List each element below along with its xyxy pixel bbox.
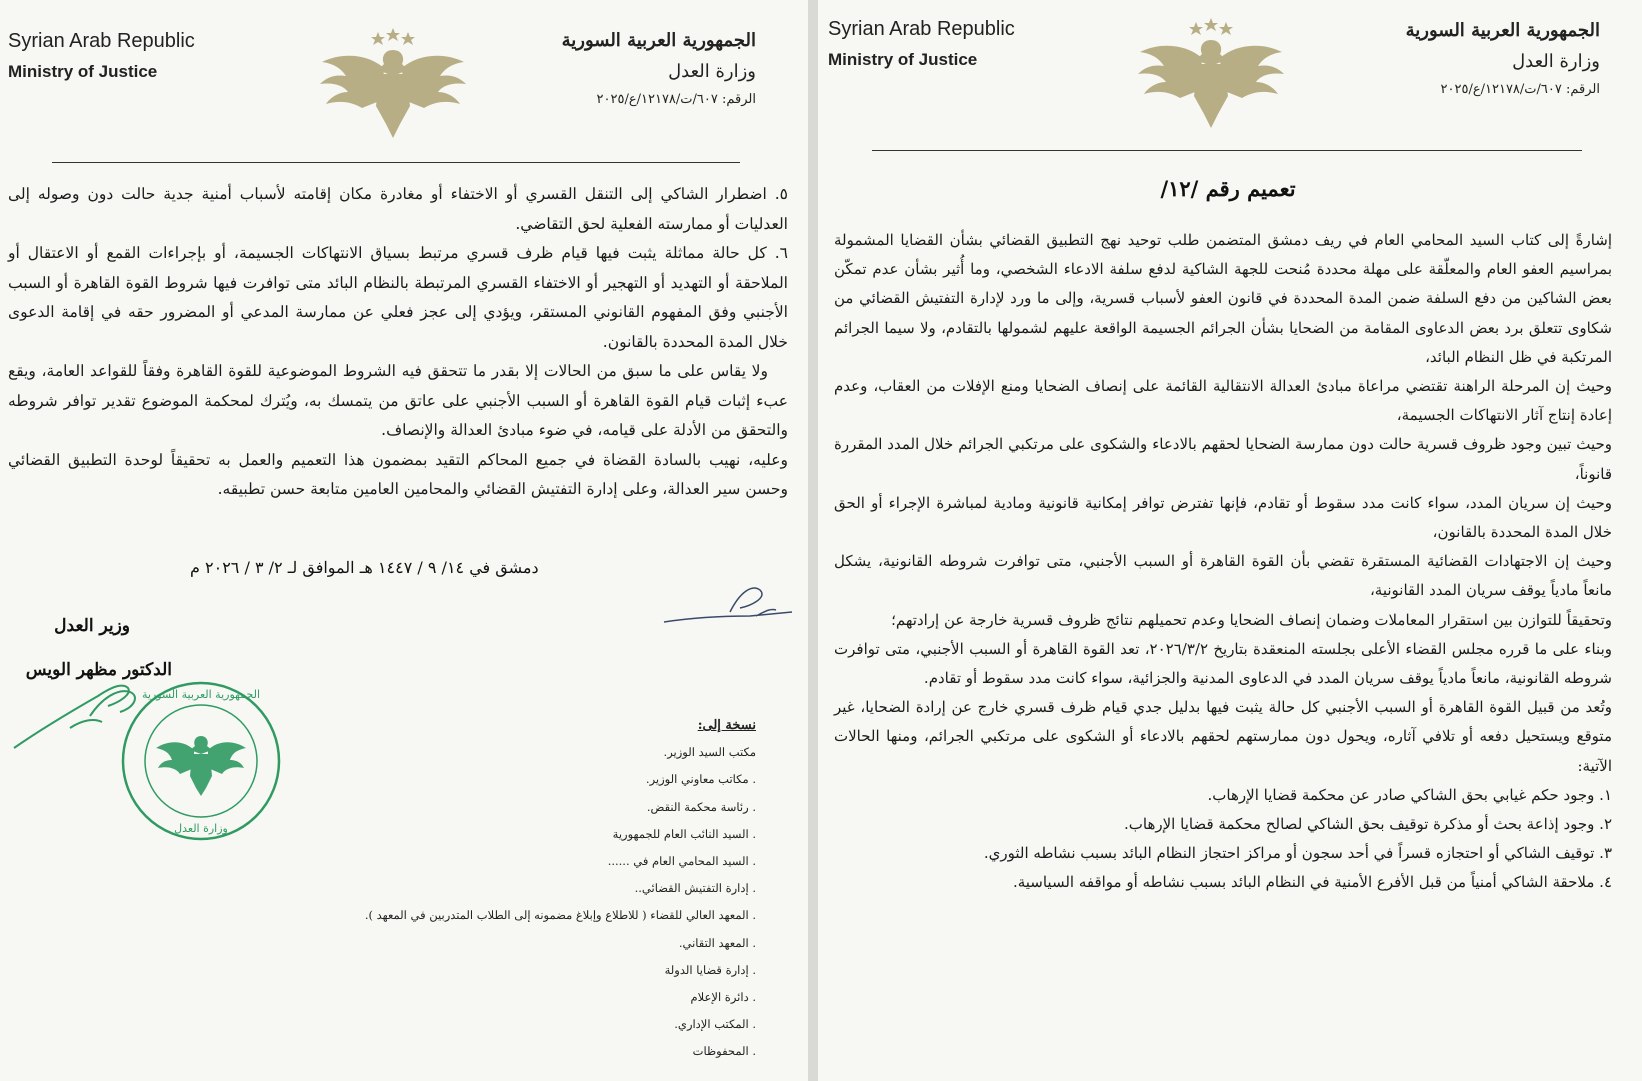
list-item: ٣. توقيف الشاكي أو احتجازه قسراً في أحد سجون أو مراكز احتجاز النظام البائد بسبب نشاطه الثوري. [983, 844, 1612, 863]
stamp-lettering-top: الجمهورية العربية السورية [141, 688, 261, 701]
eagle-emblem-icon [318, 26, 468, 144]
list-item: . إدارة التفتيش القضائي.. [634, 881, 756, 896]
circular-title: تعميم رقم /١٢/ [1160, 176, 1296, 201]
right-body-text [834, 226, 1612, 898]
paragraph: وعليه، نهيب بالسادة القضاة في جميع المحاكم التقيد بمضمون هذا التعميم والعمل به تحقيقاً لوحدة التطبيق القضائي وحسن سير العدالة، وعلى إدارة التفتيش القضائي والمحامين العامين متابعة حسن تطبيقه. [8, 450, 788, 498]
header-divider [872, 150, 1582, 151]
header-ministry-ar: وزارة العدل [1512, 51, 1600, 72]
list-item: ٤. ملاحقة الشاكي أمنياً من قبل الأفرع الأمنية في النظام البائد بسبب نشاطه أو مواقفه السياسية. [1012, 873, 1612, 892]
list-item: . رئاسة محكمة النقض. [646, 799, 756, 814]
list-item: . المحفوظات [692, 1044, 756, 1059]
list-item: ٢. وجود إذاعة بحث أو مذكرة توقيف بحق الشاكي لصالح محكمة قضايا الإرهاب. [1124, 815, 1612, 834]
list-item: . المكتب الإداري. [674, 1017, 756, 1032]
stamp-lettering-bottom: وزارة العدل [174, 822, 228, 835]
circular-page-2 [0, 0, 808, 1081]
header-arabic [562, 30, 756, 107]
header-country-en: Syrian Arab Republic [828, 18, 1015, 40]
reference-number: الرقم: ٦٠٧/ت/١٢١٧٨/ع/٢٠٢٥ [1440, 82, 1600, 97]
paragraph: وبناء على ما قرره مجلس القضاء الأعلى بجلسته المنعقدة بتاريخ ٢٠٢٦/٣/٢، تعد القوة القاهرة أو السبب الأجنبي، متى توافرت شروطه القانونية، مانعاً مادياً يوقف سريان المدد في الدعاوى المدنية والجزائية، سواء كانت مدد سقوط أو تقادم. [834, 639, 1612, 688]
list-item: . إدارة قضايا الدولة [664, 962, 756, 977]
header-divider [52, 162, 740, 163]
paragraph: وتُعد من قبيل القوة القاهرة أو السبب الأجنبي كل حالة يثبت فيها بدليل جدي قيام ظرف قسري خارج عن إرادة الضحايا، غير متوقع ويستحيل دفعه أو تلافي آثاره، ويحول دون ممارستهم لحقهم بالادعاء أو الشكوى على مرتكبي الجرائم، ومنها الحالات الآتية: [834, 698, 1612, 775]
list-item: . المعهد العالي للقضاء ( للاطلاع وإبلاغ مضمونه إلى الطلاب المتدربين في المعهد ). [364, 908, 756, 923]
header-english [828, 18, 1015, 70]
header-ministry-en: Ministry of Justice [828, 50, 978, 69]
list-item: . مكاتب معاوني الوزير. [645, 772, 756, 787]
list-item: ١. وجود حكم غيابي بحق الشاكي صادر عن محكمة قضايا الإرهاب. [1207, 785, 1612, 804]
left-body-text [8, 180, 788, 505]
paragraph: إشارةً إلى كتاب السيد المحامي العام في ريف دمشق المتضمن طلب توحيد نهج التطبيق القضائي بشأن القضايا المشمولة بمراسيم العفو العام والمعلّقة على مهلة محددة مُنحت للجهة الشاكية لدفع سلفة الادعاء الشخصي، وما أُثير بشأن عدم تمكّن بعض الشاكين من دفع السلفة ضمن المدة المحددة في قانون العفو لأسباب قسرية، وإلى ما ورد لإدارة التفتيش القضائي من شكاوى تتعلق برد بعض الدعاوى المقامة من الضحايا بشأن الجرائم الجسيمة الواقعة عليهم لشمولها بالتقادم، ولا سيما الجرائم المرتكبة في ظل النظام البائد، [834, 231, 1612, 366]
reference-number: الرقم: ٦٠٧/ت/١٢١٧٨/ع/٢٠٢٥ [596, 92, 756, 107]
list-item: . السيد المحامي العام في ...... [607, 854, 756, 869]
header-english [8, 30, 195, 82]
paragraph: ولا يقاس على ما سبق من الحالات إلا بقدر ما تتحقق فيه الشروط الموضوعية للقوة القاهرة وفقاً للقواعد العامة، ويقع عبء إثبات قيام القوة القاهرة أو السبب الأجنبي على عاتق من يتمسك به، ويُترك لمحكمة الموضوع تقدير توافر شروطه والتحقق من الأدلة على قيامه، في ضوء مبادئ العدالة والإنصاف. [8, 362, 788, 439]
minister-name: الدكتور مظهر الويس [25, 660, 172, 680]
ministry-seal-stamp-icon [118, 678, 284, 844]
minister-title: وزير العدل [54, 616, 130, 636]
copies-heading: نسخة إلى: [697, 718, 756, 733]
header-country-ar: الجمهورية العربية السورية [1405, 20, 1600, 41]
date-line: دمشق في ١٤/ ٩ / ١٤٤٧ هـ الموافق لـ ٢/ ٣ / ٢٠٢٦ م [190, 558, 539, 577]
paragraph: وحيث إن الاجتهادات القضائية المستقرة تقضي بأن القوة القاهرة أو السبب الأجنبي، متى توافرت شروطه القانونية، يشكل مانعاً مادياً يوقف سريان المدد القانونية، [834, 552, 1612, 600]
paragraph: ٦. كل حالة مماثلة يثبت فيها قيام ظرف قسري مرتبط بسياق الانتهاكات الجسيمة، أو بإجراءات القمع أو الاعتقال أو الملاحقة أو التهديد أو التهجير أو الاختفاء القسري المرتبطة بالنظام البائد متى توافرت فيها شروط القوة القاهرة أو السبب الأجنبي وفق المفهوم القانوني المستقر، ويؤدي إلى عجز فعلي عن ممارسة المدعي أو المضرور حقه في إقامة الدعوى خلال المدة المحددة بالقانون. [8, 244, 788, 351]
paragraph: ٥. اضطرار الشاكي إلى التنقل القسري أو الاختفاء أو مغادرة مكان إقامته لأسباب أمنية جدية حالت دون وصوله إلى العدليات أو ممارسته الفعلية لحق التقاضي. [8, 185, 788, 233]
header-ministry-en: Ministry of Justice [8, 62, 158, 81]
header-country-en: Syrian Arab Republic [8, 30, 195, 52]
paragraph: وتحقيقاً للتوازن بين استقرار المعاملات وضمان إنصاف الضحايا وعدم تحميلهم نتائج ظروف قسرية خارجة عن إرادتهم؛ [891, 610, 1612, 629]
list-item: . دائرة الإعلام [690, 990, 756, 1005]
paragraph: وحيث إن سريان المدد، سواء كانت مدد سقوط أو تقادم، فإنها تفترض توافر إمكانية قانونية ومادية لمباشرة الإجراء أو الحق خلال المدة المحددة بالقانون، [834, 493, 1612, 542]
list-item: . السيد النائب العام للجمهورية [612, 826, 756, 841]
list-item: مكتب السيد الوزير. [663, 745, 756, 760]
header-country-ar: الجمهورية العربية السورية [561, 30, 756, 51]
header-arabic [1406, 20, 1600, 97]
signature-scribble-icon [660, 582, 795, 630]
paragraph: وحيث إن المرحلة الراهنة تقتضي مراعاة مبادئ العدالة الانتقالية القائمة على إنصاف الضحايا ومنع الإفلات من العقاب، وعدم إعادة إنتاج آثار الانتهاكات الجسيمة، [834, 377, 1612, 425]
header-ministry-ar: وزارة العدل [668, 61, 756, 82]
circular-page-1 [818, 0, 1642, 1081]
eagle-emblem-icon [1136, 16, 1286, 134]
list-item: . المعهد التقاني. [678, 935, 756, 950]
copies-list [276, 712, 756, 1066]
paragraph: وحيث تبين وجود ظروف قسرية حالت دون ممارسة الضحايا لحقهم بالادعاء والشكوى على مرتكبي الجرائم خلال المدد المقررة قانوناً، [834, 435, 1612, 483]
